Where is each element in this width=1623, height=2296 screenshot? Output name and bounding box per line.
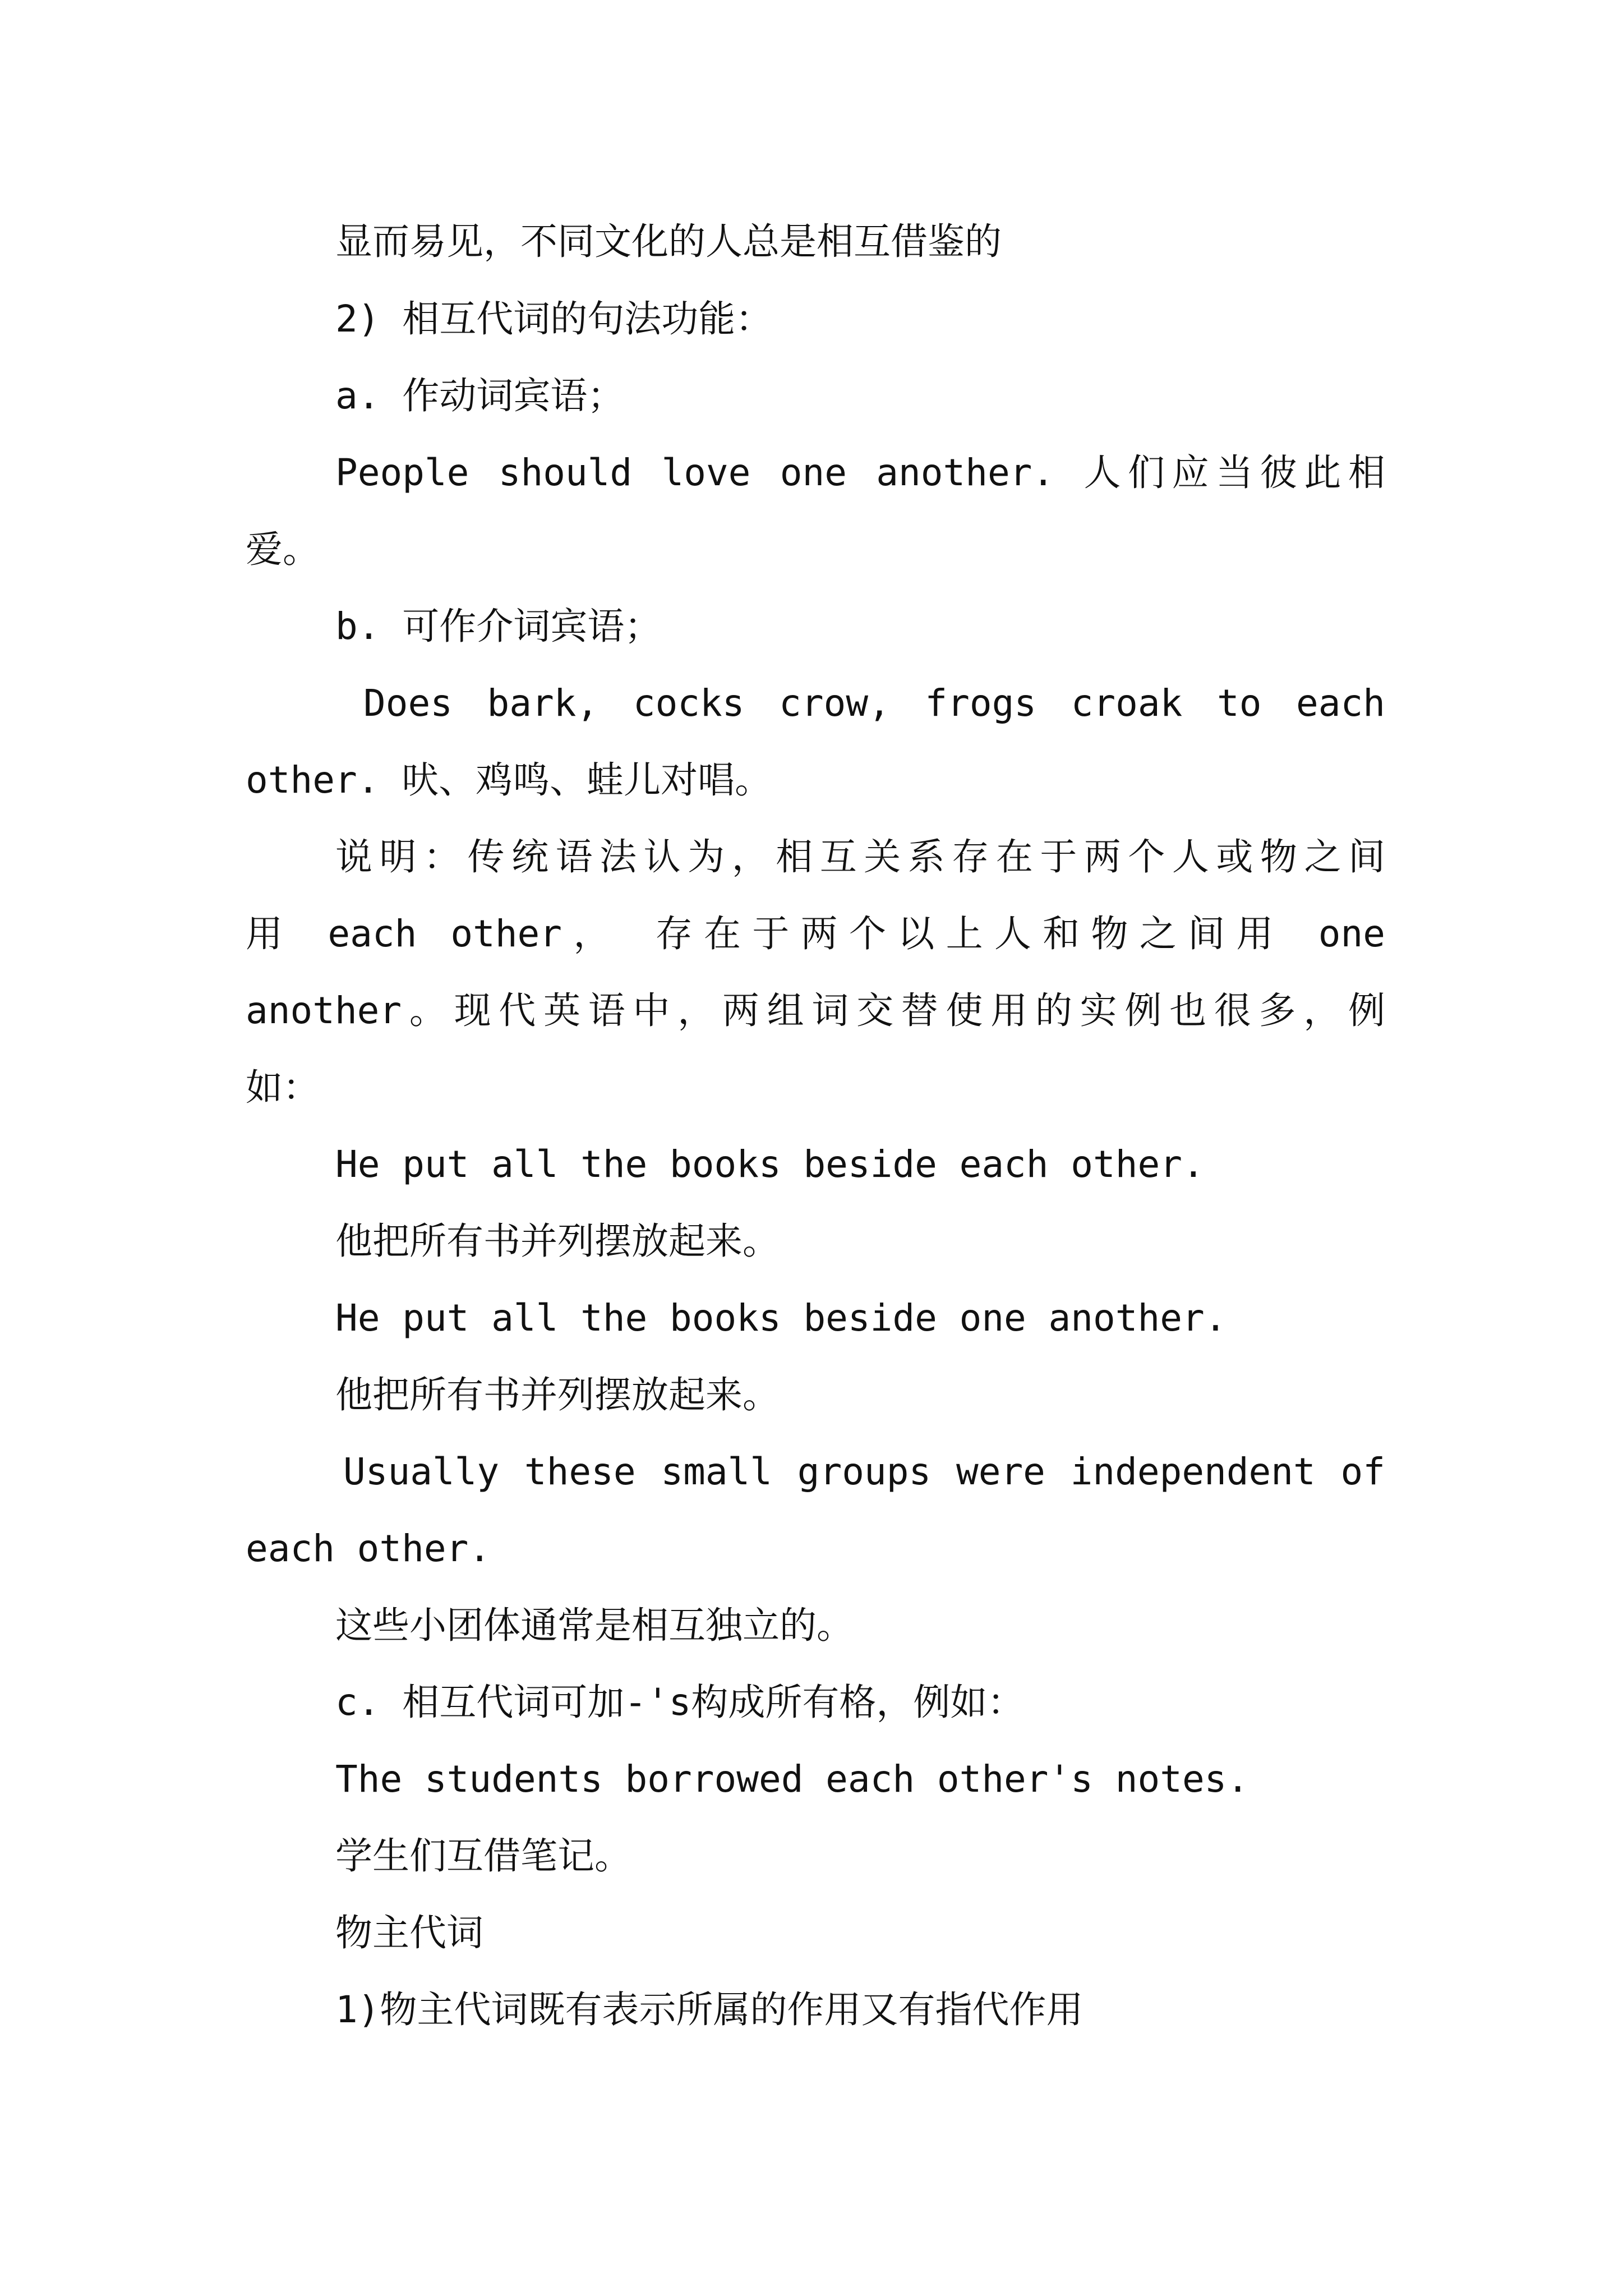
text-line: 物主代词	[335, 1911, 483, 1954]
text-line: He put all the books beside each other.	[335, 1143, 1205, 1186]
text-line: The students borrowed each other's notes.	[335, 1757, 1249, 1801]
text-line: 这些小团体通常是相互独立的。	[335, 1604, 854, 1647]
text-line: c. 相互代词可加-'s构成所有格，例如：	[335, 1681, 1025, 1724]
text-line: 用 each other， 存在于两个以上人和物之间用 one	[246, 912, 1385, 955]
text-line: 如：	[246, 1066, 320, 1109]
text-line: another。现代英语中，两组词交替使用的实例也很多，例	[246, 989, 1385, 1032]
text-line: 说明：传统语法认为，相互关系存在于两个人或物之间	[335, 835, 1385, 878]
text-line: each other.	[246, 1527, 491, 1570]
text-line: He put all the books beside one another.	[335, 1296, 1227, 1340]
text-line: Does bark, cocks crow, frogs croak to each	[363, 682, 1385, 725]
text-line: People should love one another. 人们应当彼此相	[335, 451, 1385, 494]
text-line: a. 作动词宾语；	[335, 374, 625, 417]
text-line: b. 可作介词宾语；	[335, 605, 662, 648]
text-line: 学生们互借笔记。	[335, 1834, 631, 1878]
text-line: Usually these small groups were independent of	[343, 1450, 1385, 1493]
text-line: other. 吠、鸡鸣、蛙儿对唱。	[246, 758, 772, 802]
text-line: 2) 相互代词的句法功能：	[335, 297, 773, 341]
text-line: 1)物主代词既有表示所属的作用又有指代作用	[335, 1988, 1083, 2031]
text-line: 他把所有书并列摆放起来。	[335, 1220, 780, 1263]
text-line: 显而易见，不同文化的人总是相互借鉴的	[335, 220, 1002, 263]
text-line: 他把所有书并列摆放起来。	[335, 1373, 780, 1416]
text-line: 爱。	[246, 528, 320, 571]
